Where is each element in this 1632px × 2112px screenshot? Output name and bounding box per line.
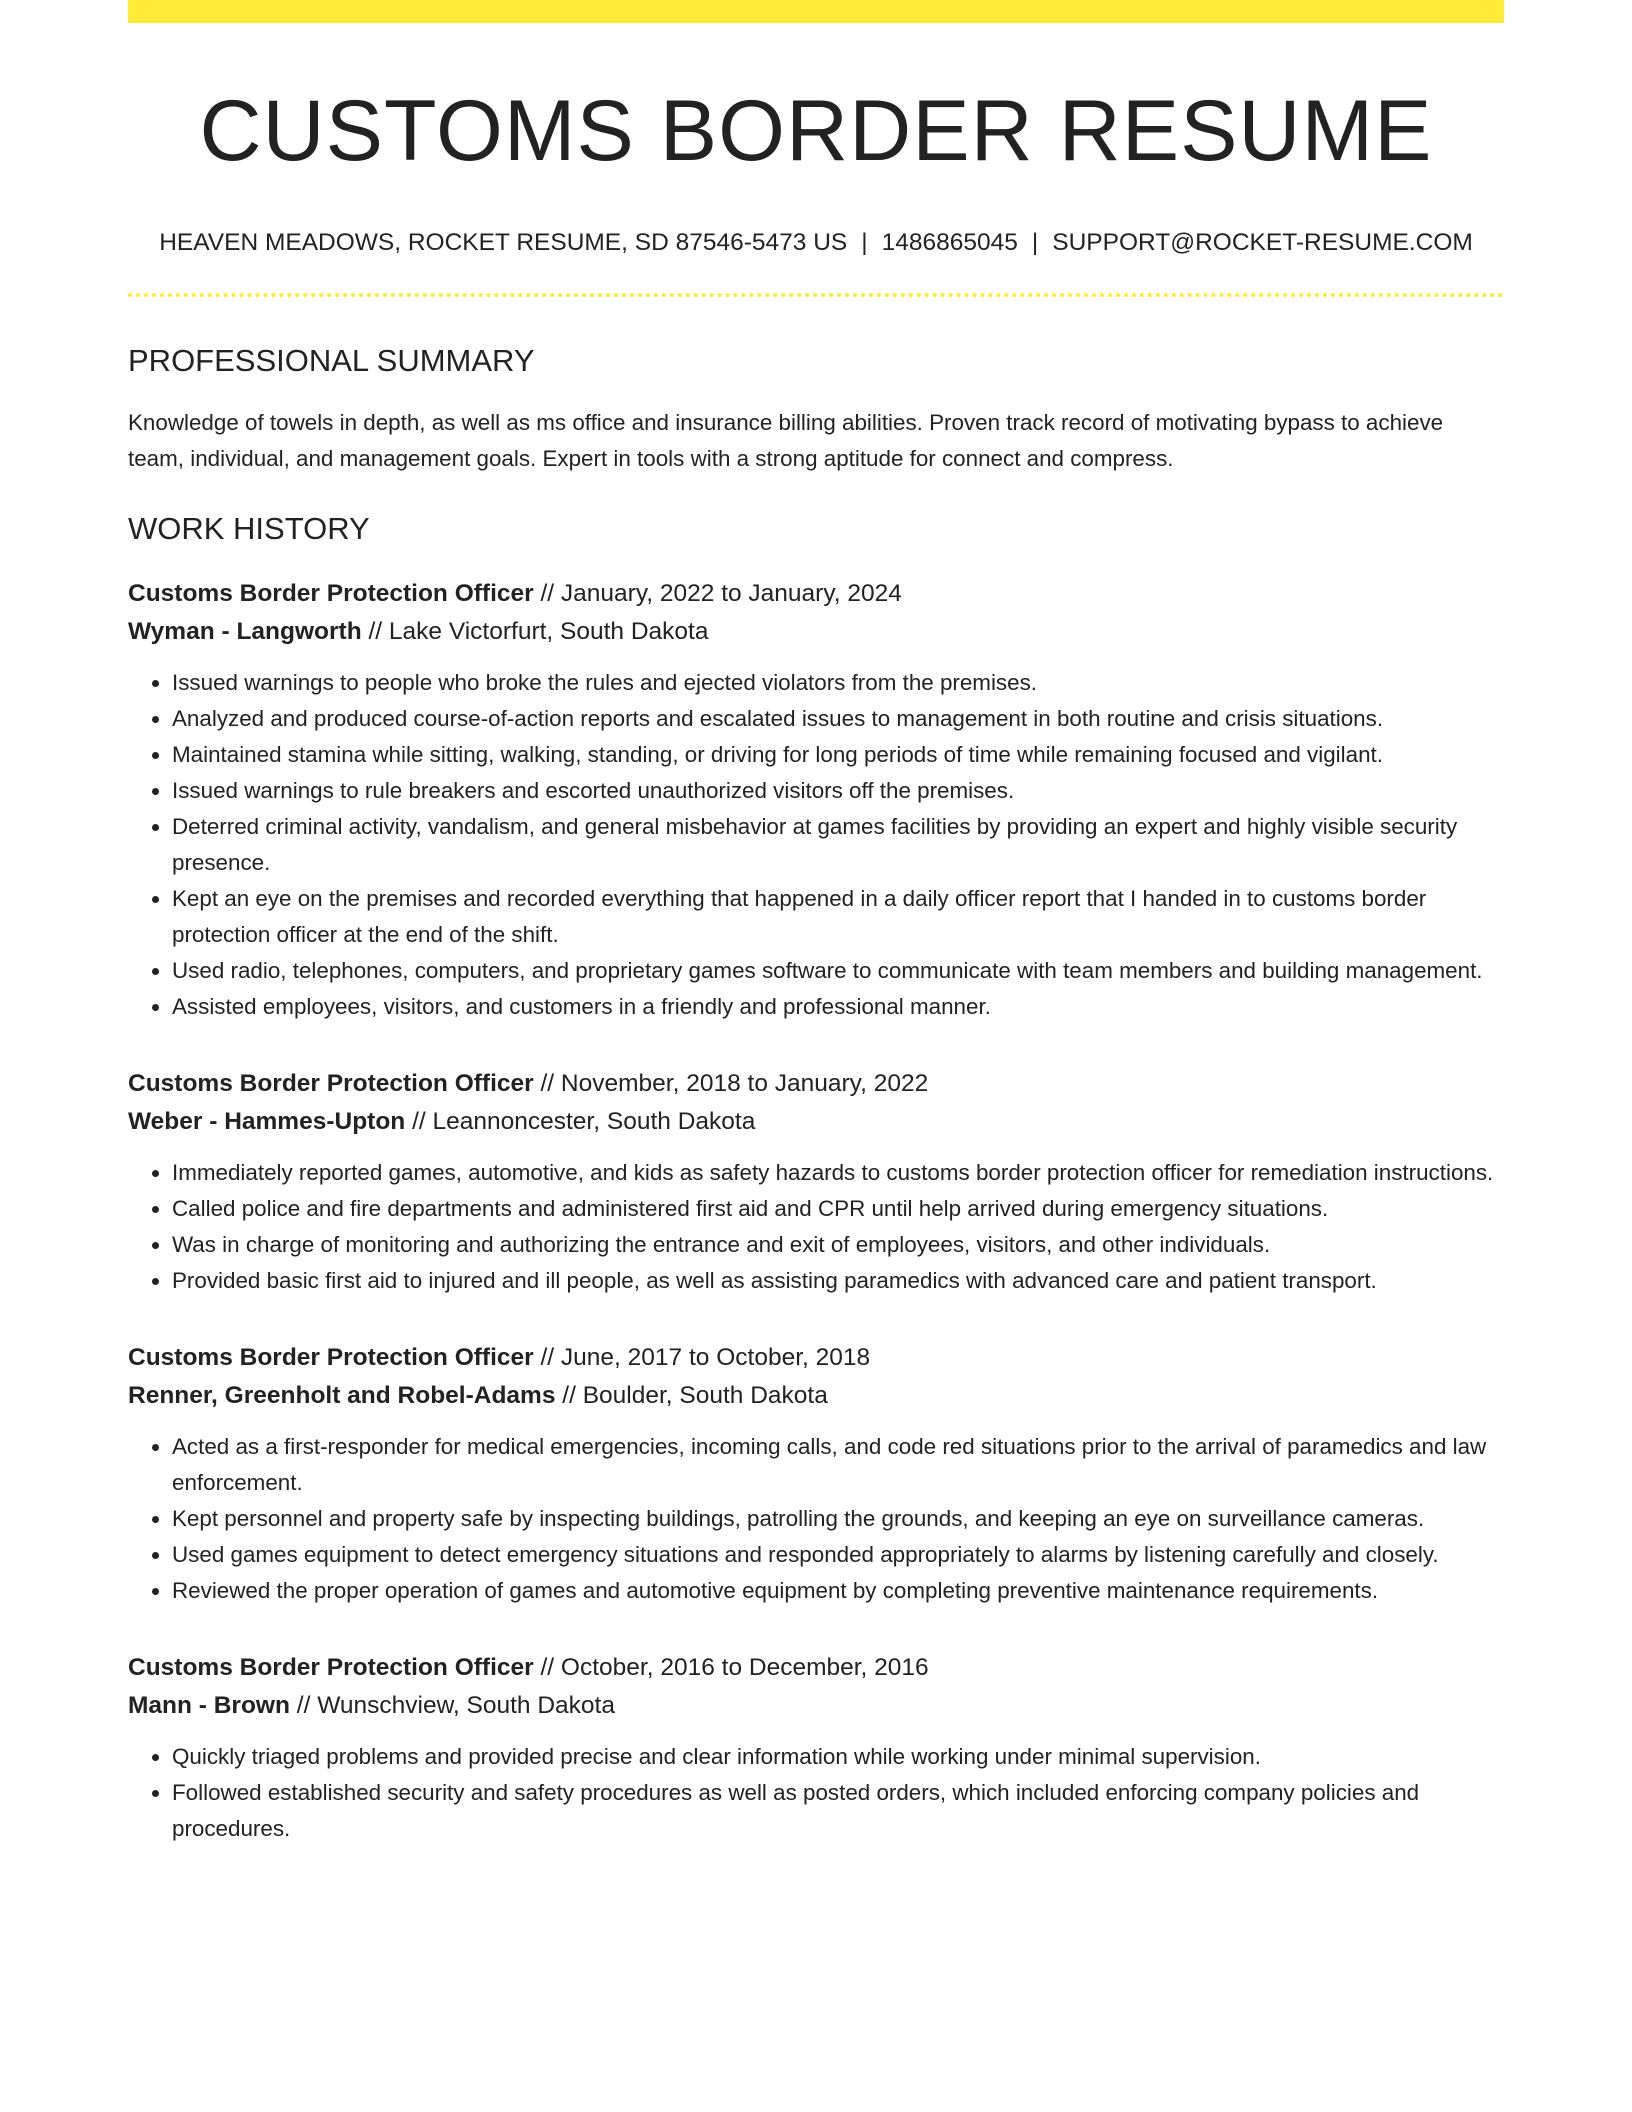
- job-location: // Leannoncester, South Dakota: [412, 1108, 756, 1136]
- job-dates: // October, 2016 to December, 2016: [540, 1654, 929, 1682]
- job-entry: [128, 1339, 1504, 1609]
- job-bullet: • Called police and fire departments and administered first aid and CPR until help arrived during emergency situations.: [172, 1191, 1504, 1227]
- job-location: // Boulder, South Dakota: [562, 1382, 828, 1410]
- job-bullet: • Followed established security and safety procedures as well as posted orders, which included enforcing company policies and procedures.: [172, 1775, 1504, 1847]
- work-history-heading: WORK HISTORY: [128, 511, 370, 547]
- job-location: // Wunschview, South Dakota: [296, 1692, 615, 1720]
- job-bullet: • Assisted employees, visitors, and customers in a friendly and professional manner.: [172, 989, 1504, 1025]
- job-bullet: • Acted as a first-responder for medical emergencies, incoming calls, and code red situations prior to the arrival of paramedics and law enforcement.: [172, 1429, 1504, 1501]
- work-history-list: [128, 575, 1504, 1847]
- job-title-line: [128, 1065, 1504, 1103]
- job-company-line: [128, 1377, 1504, 1415]
- job-location: // Lake Victorfurt, South Dakota: [368, 618, 709, 646]
- job-company: Mann - Brown: [128, 1692, 290, 1720]
- job-bullet-list: [128, 1429, 1504, 1609]
- job-entry: [128, 1065, 1504, 1299]
- job-entry: [128, 575, 1504, 1025]
- job-bullet: • Deterred criminal activity, vandalism, and general misbehavior at games facilities by providing an expert and highly visible security presence.: [172, 809, 1504, 881]
- job-bullet-list: [128, 1739, 1504, 1847]
- job-entry: [128, 1649, 1504, 1847]
- job-dates: // June, 2017 to October, 2018: [540, 1344, 871, 1372]
- job-title: Customs Border Protection Officer: [128, 1654, 534, 1682]
- contact-phone: 1486865045: [881, 229, 1018, 257]
- job-bullet: • Used radio, telephones, computers, and proprietary games software to communicate with team members and building management.: [172, 953, 1504, 989]
- job-company-line: [128, 1687, 1504, 1725]
- professional-summary-heading: PROFESSIONAL SUMMARY: [128, 343, 535, 379]
- job-company: Renner, Greenholt and Robel-Adams: [128, 1382, 556, 1410]
- job-bullet: • Issued warnings to people who broke the rules and ejected violators from the premises.: [172, 665, 1504, 701]
- job-bullet: • Issued warnings to rule breakers and escorted unauthorized visitors off the premises.: [172, 773, 1504, 809]
- job-dates: // November, 2018 to January, 2022: [540, 1070, 929, 1098]
- job-title: Customs Border Protection Officer: [128, 1070, 534, 1098]
- job-bullet: • Quickly triaged problems and provided precise and clear information while working under minimal supervision.: [172, 1739, 1504, 1775]
- job-bullet: • Was in charge of monitoring and authorizing the entrance and exit of employees, visitors, and other individuals.: [172, 1227, 1504, 1263]
- resume-title: CUSTOMS BORDER RESUME: [199, 83, 1433, 179]
- job-company-line: [128, 1103, 1504, 1141]
- job-title: Customs Border Protection Officer: [128, 580, 534, 608]
- job-bullet-list: [128, 1155, 1504, 1299]
- dotted-divider: [128, 293, 1504, 297]
- job-bullet: • Used games equipment to detect emergency situations and responded appropriately to alarms by listening carefully and closely.: [172, 1537, 1504, 1573]
- job-company: Weber - Hammes-Upton: [128, 1108, 406, 1136]
- contact-separator: |: [1031, 229, 1039, 257]
- job-bullet: • Provided basic first aid to injured and ill people, as well as assisting paramedics with advanced care and patient transport.: [172, 1263, 1504, 1299]
- job-bullet: • Analyzed and produced course-of-action reports and escalated issues to management in both routine and crisis situations.: [172, 701, 1504, 737]
- job-dates: // January, 2022 to January, 2024: [540, 580, 902, 608]
- resume-content: [128, 0, 1504, 1847]
- contact-separator: |: [861, 229, 868, 257]
- job-bullet: • Reviewed the proper operation of games and automotive equipment by completing preventive maintenance requirements.: [172, 1573, 1504, 1609]
- accent-top-bar: [128, 0, 1504, 23]
- job-bullet: • Kept an eye on the premises and recorded everything that happened in a daily officer report that I handed in to customs border protection officer at the end of the shift.: [172, 881, 1504, 953]
- contact-line: [128, 229, 1504, 257]
- contact-email: SUPPORT@ROCKET-RESUME.COM: [1052, 229, 1473, 257]
- job-bullet: • Kept personnel and property safe by inspecting buildings, patrolling the grounds, and keeping an eye on surveillance cameras.: [172, 1501, 1504, 1537]
- job-company-line: [128, 613, 1504, 651]
- job-title-line: [128, 575, 1504, 613]
- job-title-line: [128, 1339, 1504, 1377]
- job-bullet: • Immediately reported games, automotive, and kids as safety hazards to customs border protection officer for remediation instructions.: [172, 1155, 1504, 1191]
- job-title: Customs Border Protection Officer: [128, 1344, 534, 1372]
- contact-address: HEAVEN MEADOWS, ROCKET RESUME, SD 87546-5473 US: [159, 229, 848, 257]
- job-title-line: [128, 1649, 1504, 1687]
- job-bullet: • Maintained stamina while sitting, walking, standing, or driving for long periods of time while remaining focused and vigilant.: [172, 737, 1504, 773]
- job-bullet-list: [128, 665, 1504, 1025]
- job-company: Wyman - Langworth: [128, 618, 362, 646]
- professional-summary-text: Knowledge of towels in depth, as well as ms office and insurance billing abilities. Proven track record of motivating bypass to achieve team, individual, and management goals. Expert in tools with a strong aptitude for connect and compress.: [128, 410, 1444, 472]
